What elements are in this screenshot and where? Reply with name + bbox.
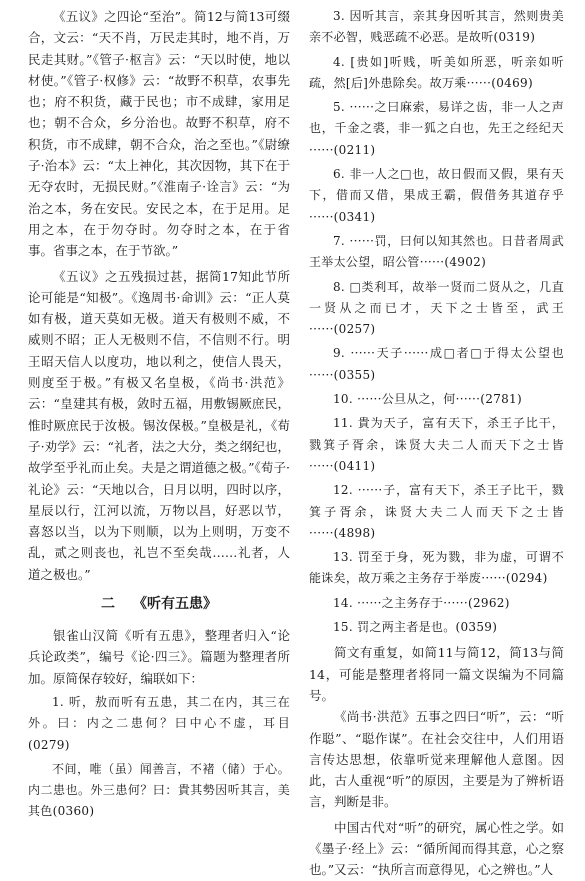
bamboo-slip-entry: 15. 罚之两主者是也。(0359) xyxy=(333,620,498,635)
bamboo-slip-entry: 9. ······天子······成□者□于得太公望也······(0355) xyxy=(309,346,564,382)
bamboo-slip-entry: 6. 非一人之□也，故日假而又假，果有天下，借而又借，果成王霸，假借务其道存乎······(0341) xyxy=(309,167,564,224)
paragraph-xinxing: 中国古代对“听”的研究，属心性之学。如《墨子·经上》云：“循所闻而得其意，心之察也。”又云：“执所言而意得见，心之辨也。”人 xyxy=(309,819,564,878)
bamboo-slip-entry: 5. ······之曰麻索，易详之齿，非一人之声也，千金之裘，非一狐之白也，先王之经纪天······(0211) xyxy=(309,100,564,157)
bamboo-slip-entry: 11. 貴为天子，富有天下，杀王子比干，戮箕子胥余，诛贤大夫二人而天下之士皆······(0411) xyxy=(309,416,564,473)
section-number: 二 xyxy=(101,596,115,613)
right-column xyxy=(309,6,564,881)
section-title: 《听有五患》 xyxy=(133,596,217,613)
bamboo-slip-entry: 8. □类利耳，故举一贤而二贤从之，几直一贤从之而已才，天下之士皆至，武王······(0257) xyxy=(309,279,564,337)
paragraph-hongfan: 《尚书·洪范》五事之四曰“听”，云：“听作聪”、“聪作谋”。在社会交往中，人们用语言传达思想，依靠听觉来理解他人意图。因此，古人重视“听”的原因，主要是为了辨析语言，判断是非。 xyxy=(309,709,564,810)
bamboo-slip-entry: 3. 因听其言，亲其身因听其言，然则贵美亲不必智，贱恶疏不必恶。是故听(0319) xyxy=(309,9,564,45)
bamboo-slip-entry: 12. ······子，富有天下，杀王子比干，戮箕子胥余，诛贤大夫二人而天下之士皆······(4898) xyxy=(309,483,564,540)
bamboo-slip-entry: 13. 罚至于身，死为戮，非为虚，可谓不能诛矣，故万乘之主务存于举废······(0294) xyxy=(309,550,564,586)
paragraph-wuyi-five: 《五议》之五残损过甚，据简17知此节所论可能是“知极”。《逸周书·命训》云：“正人莫如有极，道天莫如无极。道天有极则不威，不威则不昭；正人无极则不信，不信则不行。明王昭天信人以度功，地以利之，使信人畏天，则度至于极。”有极又名皇极，《尚书·洪范》云：“皇建其有极，敛时五福，用敷锡厥庶民，惟时厥庶民于汝极。锡汝保极。”皇极是礼，《荀子·劝学》云：“礼者，法之大分，类之纲纪也，故学至乎礼而止矣。夫是之谓道德之极。”《荀子·礼论》云：“天地以合，日月以明，四时以序，星辰以行，江河以流，万物以昌，好恶以节，喜怒以当，以为下则顺，以为上则明，万变不乱，贰之则丧也，礼岂不至矣哉……礼者，人道之极也。” xyxy=(28,268,290,582)
section-intro: 银雀山汉简《听有五患》，整理者归入“论兵论政类”，编号《论·四三》。篇题为整理者所加。原简保存较好，编联如下： xyxy=(28,628,290,686)
section-heading xyxy=(28,593,290,615)
bamboo-slip-entry: 14. ······之主务存于······(2962) xyxy=(333,595,510,610)
bamboo-slip-entry: 4. [贵如]听贱，听美如所恶，听亲如听疏，然[后]外患除矣。故万乘······(0469) xyxy=(309,54,564,90)
paragraph-wuyi-four: 《五议》之四论“至治”。简12与简13可缀合，文云：“天不肖，万民走其时，地不肖，万民走其财。”《管子·枢言》云：“天以时使，地以材使。”《管子·权修》云：“故野不积草，农事先也；府不积货，藏于民也；市不成肆，家用足也；朝不合众，乡分治也。故野不积草，府不积货，市不成肆，朝不合众，治之至也。”《尉缭子·治本》云：“太上神化，其次因物，其下在于无夺农时，无损民财。”《淮南子·诠言》云：“为治之本，务在安民。安民之本，在于足用。足用之本，在于勿夺时。勿夺时之本，在于省事。省事之本，在于节欲。” xyxy=(28,9,290,259)
bamboo-slip-entry: 10. ······公旦从之，何······(2781) xyxy=(333,392,522,407)
left-column xyxy=(28,6,290,823)
bamboo-slip-entry: 1. 听，敖而听有五患，其二在内，其三在外。曰：内之二患何？曰中心不虚，耳目(0279) xyxy=(28,694,290,752)
bamboo-slip-entry: 7. ······罚，曰何以知其然也。日昔者周武王举太公望，昭公管······(4902) xyxy=(309,233,564,270)
paragraph-duplication-note: 简文有重复，如简11与简12，简13与简14，可能是整理者将同一篇文误编为不同篇号。 xyxy=(309,645,564,703)
bamboo-slip-entry: 不间，唯（虽）闻善言，不褚（储）于心。内二患也。外三患何？曰：貴其勢因听其言，美其色(0360) xyxy=(28,761,290,819)
